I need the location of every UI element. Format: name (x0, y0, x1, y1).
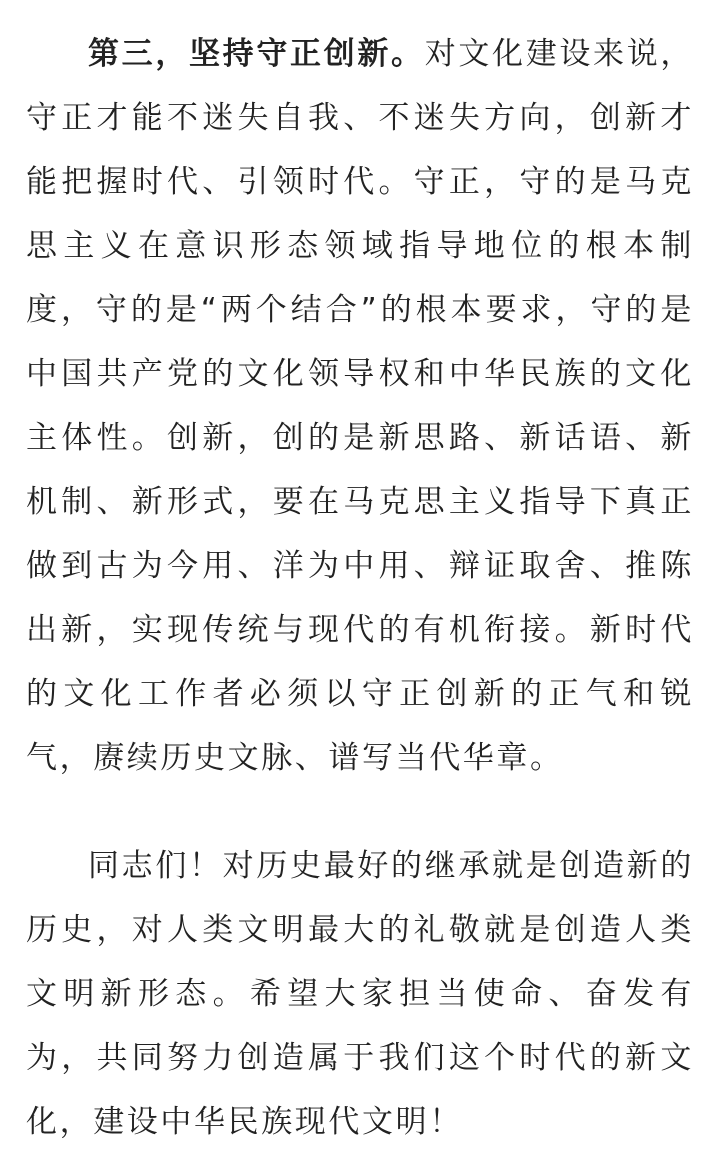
paragraph-text: 同志们！对历史最好的继承就是创造新的历史，对人类文明最大的礼敬就是创造人类文明新形态。希望大家担当使命、奋发有为，共同努力创造属于我们这个时代的新文化，建设中华民族现代文明！ (26, 848, 694, 1140)
paragraph-lead-heading: 第三，坚持守正创新。 (88, 36, 425, 72)
paragraph-closing-address (26, 834, 694, 1154)
article-body (26, 22, 694, 1154)
paragraph-text: 对文化建设来说，守正才能不迷失自我、不迷失方向，创新才能把握时代、引领时代。守正，守的是马克思主义在意识形态领域指导地位的根本制度，守的是“两个结合”的根本要求，守的是中国共产党的文化领导权和中华民族的文化主体性。创新，创的是新思路、新话语、新机制、新形式，要在马克思主义指导下真正做到古为今用、洋为中用、辩证取舍、推陈出新，实现传统与现代的有机衔接。新时代的文化工作者必须以守正创新的正气和锐气，赓续历史文脉、谱写当代华章。 (26, 36, 694, 776)
paragraph-keep-integrity-innovation (26, 22, 694, 790)
